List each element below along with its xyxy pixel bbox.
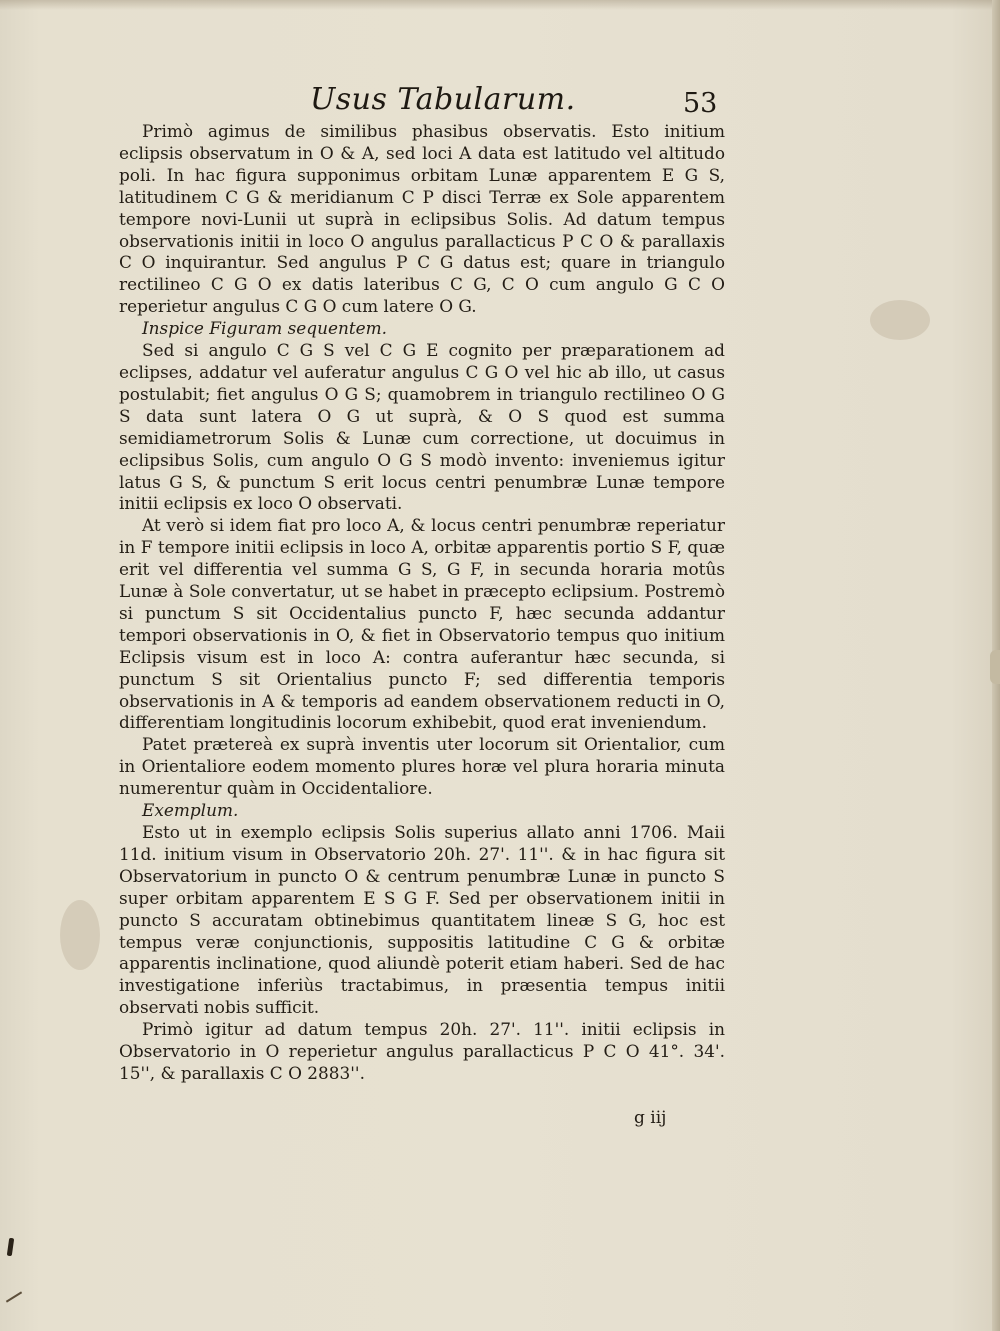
running-title: Usus Tabularum. bbox=[310, 82, 576, 117]
main-text bbox=[119, 121, 725, 1085]
paper-stain bbox=[870, 300, 930, 340]
paragraph-patet: Patet prætereà ex suprà inventis uter locorum sit Orientalior, cum in Orientaliore eodem momento plures horæ vel plura horaria minuta numerentur quàm in Occidentaliore. bbox=[119, 734, 725, 799]
paragraph-sed-si: Sed si angulo C G S vel C G E cognito per præparationem ad eclipses, addatur vel auferatur angulus C G O vel hic ab illo, ut casus postulabit; fiet angulus O G S; quamobrem in triangulo rectilineo O G S data sunt latera O G ut suprà, & O S quod est summa semidiametrorum Solis & Lunæ cum correctione, ut docuimus in eclipsibus Solis, cum angulo O G S modò invento: inveniemus igitur latus G S, & punctum S erit locus centri penumbræ Lunæ tempore initii eclipsis ex loco O observati. bbox=[119, 340, 725, 514]
paragraph-esto: Esto ut in exemplo eclipsis Solis superius allato anni 1706. Maii 11d. initium visum in Observatorio 20h. 27'. 11''. & in hac figura sit Observatorium in puncto O & centrum penumbræ Lunæ in puncto S super orbitam apparentem E S G F. Sed per observationem initii in puncto S accuratam obtinebimus quantitatem lineæ S G, hoc est tempus veræ conjunctionis, suppositis latitudine C G & orbitæ apparentis inclinatione, quod aliundè poterit etiam haberi. Sed de hac investigatione inferiùs tractabimus, in præsentia tempus initii observati nobis sufficit. bbox=[119, 822, 725, 1018]
paragraph-primo-igitur: Primò igitur ad datum tempus 20h. 27'. 11''. initii eclipsis in Observatorio in O reperietur angulus parallacticus P C O 41°. 34'. 15'', & parallaxis C O 2883''. bbox=[119, 1019, 725, 1083]
heading-exemplum: Exemplum. bbox=[142, 800, 239, 821]
margin-pencil-mark bbox=[6, 1291, 22, 1302]
heading-inspice-figuram: Inspice Figuram sequentem. bbox=[142, 318, 387, 339]
paper-stain bbox=[60, 900, 100, 970]
paragraph-primo: Primò agimus de similibus phasibus observatis. Esto initium eclipsis observatum in O & A, sed loci A data est latitudo vel altitudo poli. In hac figura supponimus orbitam Lunæ apparentem E G S, latitudinem C G & meridianum C P disci Terræ ex Sole apparentem tempore novi-Lunii ut suprà in eclipsibus Solis. Ad datum tempus observationis initii in loco O angulus parallacticus P C O & parallaxis C O inquirantur. Sed angulus P C G datus est; quare in triangulo rectilineo C G O ex datis lateribus C G, C O cum angulo G C O reperietur angulus C G O cum latere O G. bbox=[119, 121, 725, 317]
signature-mark: g iij bbox=[634, 1108, 667, 1128]
page-top-shadow bbox=[0, 0, 1000, 10]
page-number: 53 bbox=[683, 88, 718, 119]
margin-ink-mark bbox=[7, 1238, 14, 1257]
paragraph-at-vero: At verò si idem fiat pro loco A, & locus centri penumbræ reperiatur in F tempore initii eclipsis in loco A, orbitæ apparentis portio S F, quæ erit vel differentia vel summa G S, G F, in secunda horaria motûs Lunæ à Sole convertatur, ut se habet in præcepto eclipsium. Postremò si punctum S sit Occidentalius puncto F, hæc secunda addantur tempori observationis in O, & fiet in Observatorio tempus quo initium Eclipsis visum est in loco A: contra auferantur hæc secunda, si punctum S sit Orientalius puncto F; sed differentia temporis observationis in A & temporis ad eandem observationem reducti in O, differentiam longitudinis locorum exhibebit, quod erat inveniendum. bbox=[119, 515, 725, 733]
page-edge-notch bbox=[990, 650, 1000, 684]
